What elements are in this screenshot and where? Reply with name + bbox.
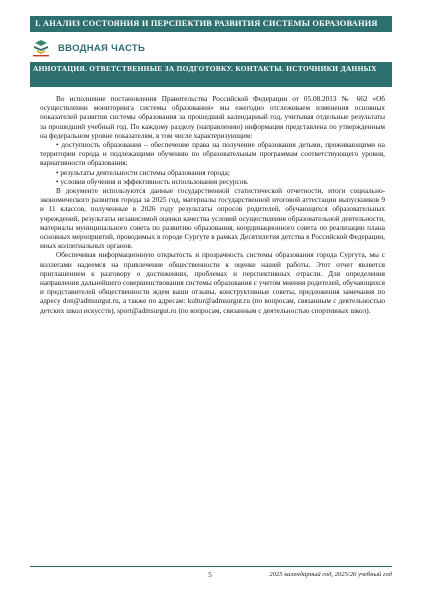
page-number: 5 [208,571,212,579]
section-title-band [30,16,392,32]
footer-divider [30,566,392,567]
footer-caption: 2025 календарный год, 2025/26 учебный год [269,571,392,578]
indicator-list [40,141,385,187]
paragraph-feedback: Обеспечивая информационную открытость и прозрачность системы образования города Сургута, мы с коллегами надеемся на привлечение общественности к оценке нашей работы. Этот отчет является приглашением к разговору о достижениях, проблемах и перспективных отрасли. Для определения направления дальнейшего совершенствования системы образования с учетом мнения родителей, обучающихся и представителей общественности ждем ваши отзывы, конструктивные советы, предложения замечания по адресу don@admsurgut.ru, а также по адресам: kultur@admsurgut.ru (по вопросам, связанным с деятельностью детских школ искусств), sport@admsurgut.ru (по вопросам, связанным с деятельностью спортивных школ). [40,251,385,315]
body-text [40,95,385,316]
list-item: • результаты деятельности системы образования города; [40,169,385,178]
intro-title: ВВОДНАЯ ЧАСТЬ [58,42,146,54]
list-item: • условия обучения и эффективность использования ресурсов. [40,178,385,187]
annotation-title-band [30,62,392,87]
section-title: I. АНАЛИЗ СОСТОЯНИЯ И ПЕРСПЕКТИВ РАЗВИТИЯ СИСТЕМЫ ОБРАЗОВАНИЯ [35,19,378,28]
city-crest-icon [30,38,52,58]
list-item: • доступность образования – обеспечение права на получение образования детьми, проживающими на территории города и подлежащими обучению по образовательным программам соответствующего уровня, вариативности образования; [40,141,385,169]
paragraph-sources: В документе используются данные государственной статистической отчетности, итоги социально-экономического развития города за 2025 год, материалы государственной итоговой аттестации выпускников 9 и 11 классов, полученные в 2026 году результаты опросов родителей, обучающихся образовательных учреждений, результаты независимой оценки качества условий осуществления образовательной деятельности, материалы муниципального совета по развитию образования, координационного совета по реализации плана основных мероприятий, проводимых в городе Сургуте в рамках Десятилетия детства в Российской Федерации, иных коллегиальных органов. [40,187,385,251]
annotation-title: АННОТАЦИЯ. ОТВЕТСТВЕННЫЕ ЗА ПОДГОТОВКУ. КОНТАКТЫ. ИСТОЧНИКИ ДАННЫХ [33,64,377,73]
intro-heading [30,38,392,58]
paragraph-intro: Во исполнение постановления Правительства Российской Федерации от 05.08.2013 № 662 «Об осуществлении мониторинга системы образования» мы ежегодно отслеживаем изменения основных показателей развития системы образования за прошедший календарный год, учитывая отдельные результаты за прошедший учебный год. По каждому разделу (направлению) информация представлена по утвержденным на федеральном уровне показателям, в том числе характеризующим: [40,95,385,140]
